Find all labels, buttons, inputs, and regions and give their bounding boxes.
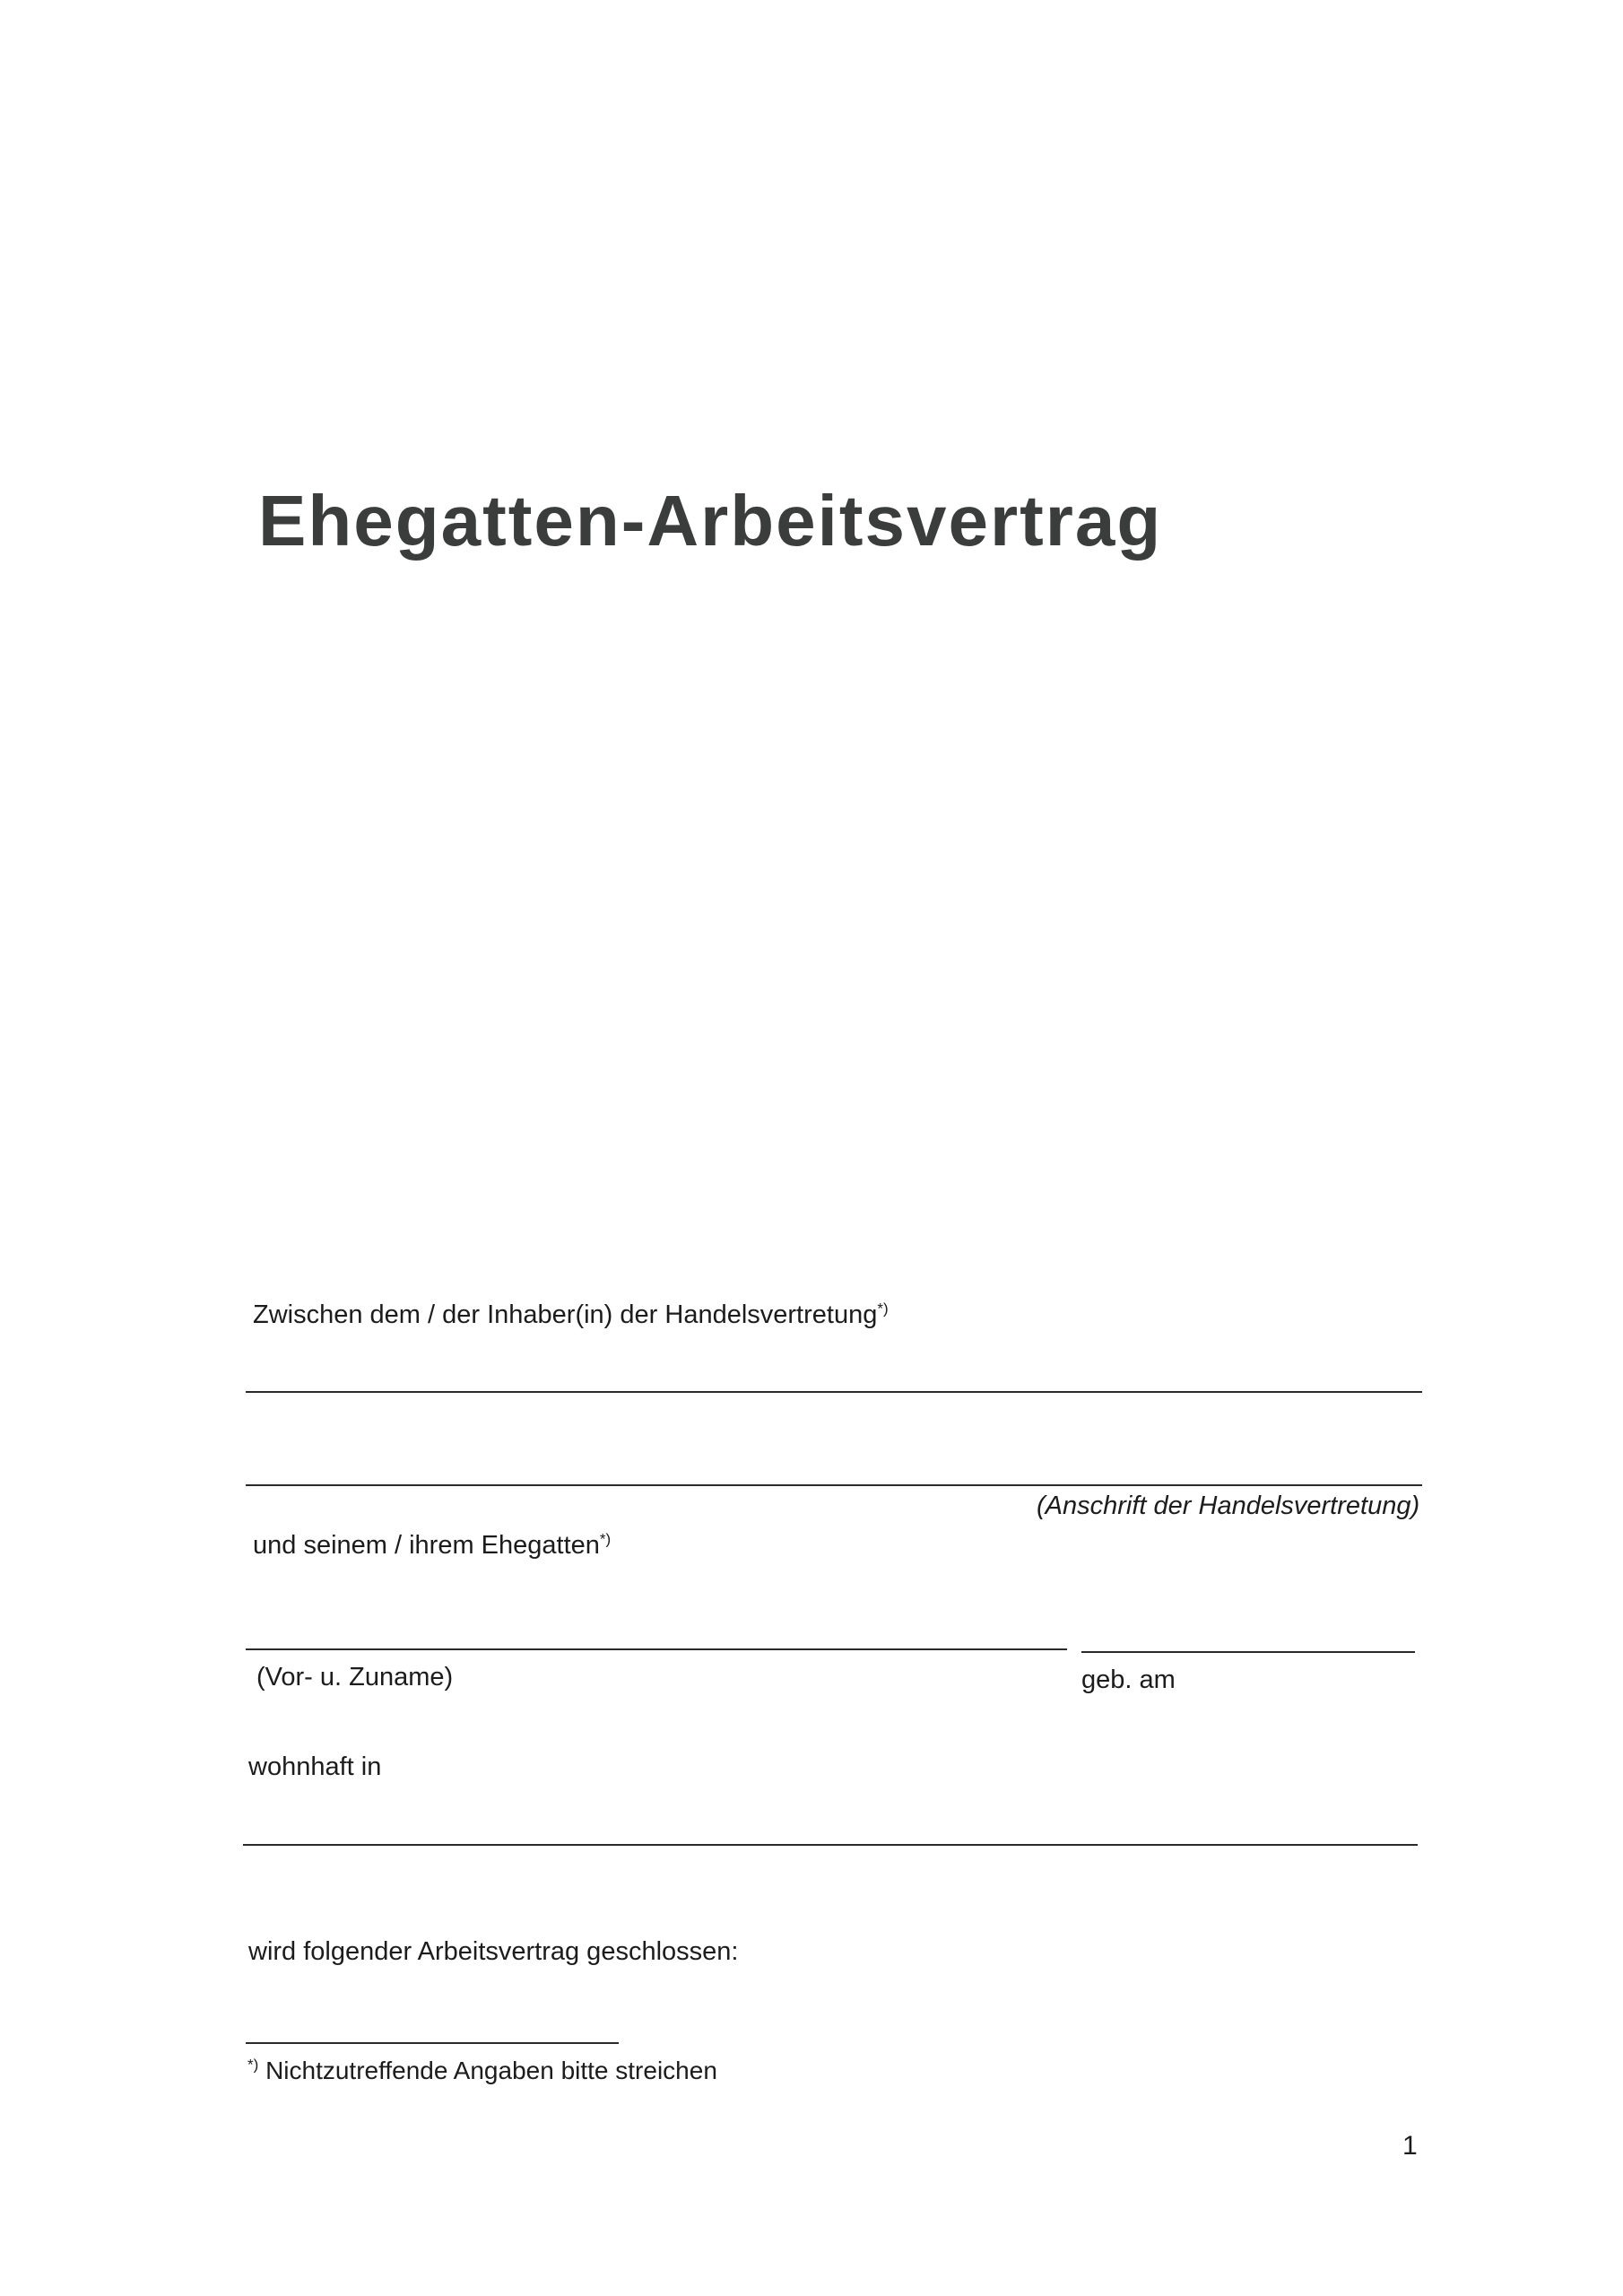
footnote <box>247 2057 717 2085</box>
birth-date-line[interactable] <box>1081 1651 1415 1653</box>
spouse-line <box>253 1531 611 1561</box>
address-caption: (Anschrift der Handelsvertretung) <box>1037 1492 1420 1520</box>
address-line[interactable] <box>246 1484 1422 1486</box>
spouse-name-line[interactable] <box>246 1648 1067 1650</box>
residence-label: wohnhaft in <box>248 1752 382 1781</box>
spouse-footnote-marker: *) <box>599 1530 612 1548</box>
footnote-marker: *) <box>247 2056 259 2074</box>
intro-line-text: Zwischen dem / der Inhaber(in) der Handelsvertretung <box>253 1300 878 1329</box>
birth-caption: geb. am <box>1081 1665 1176 1694</box>
spouse-line-text: und seinem / ihrem Ehegatten <box>253 1531 600 1560</box>
footnote-separator <box>246 2042 619 2044</box>
document-title: Ehegatten-Arbeitsvertrag <box>258 481 1163 561</box>
intro-footnote-marker: *) <box>877 1300 889 1318</box>
name-caption: (Vor- u. Zuname) <box>256 1663 454 1692</box>
residence-line[interactable] <box>243 1844 1418 1846</box>
owner-name-line[interactable] <box>246 1391 1422 1393</box>
closing-line: wird folgender Arbeitsvertrag geschlossen: <box>248 1937 739 1966</box>
page-number: 1 <box>1402 2131 1418 2161</box>
intro-line <box>253 1300 889 1330</box>
footnote-text: Nichtzutreffende Angaben bitte streichen <box>265 2057 717 2084</box>
